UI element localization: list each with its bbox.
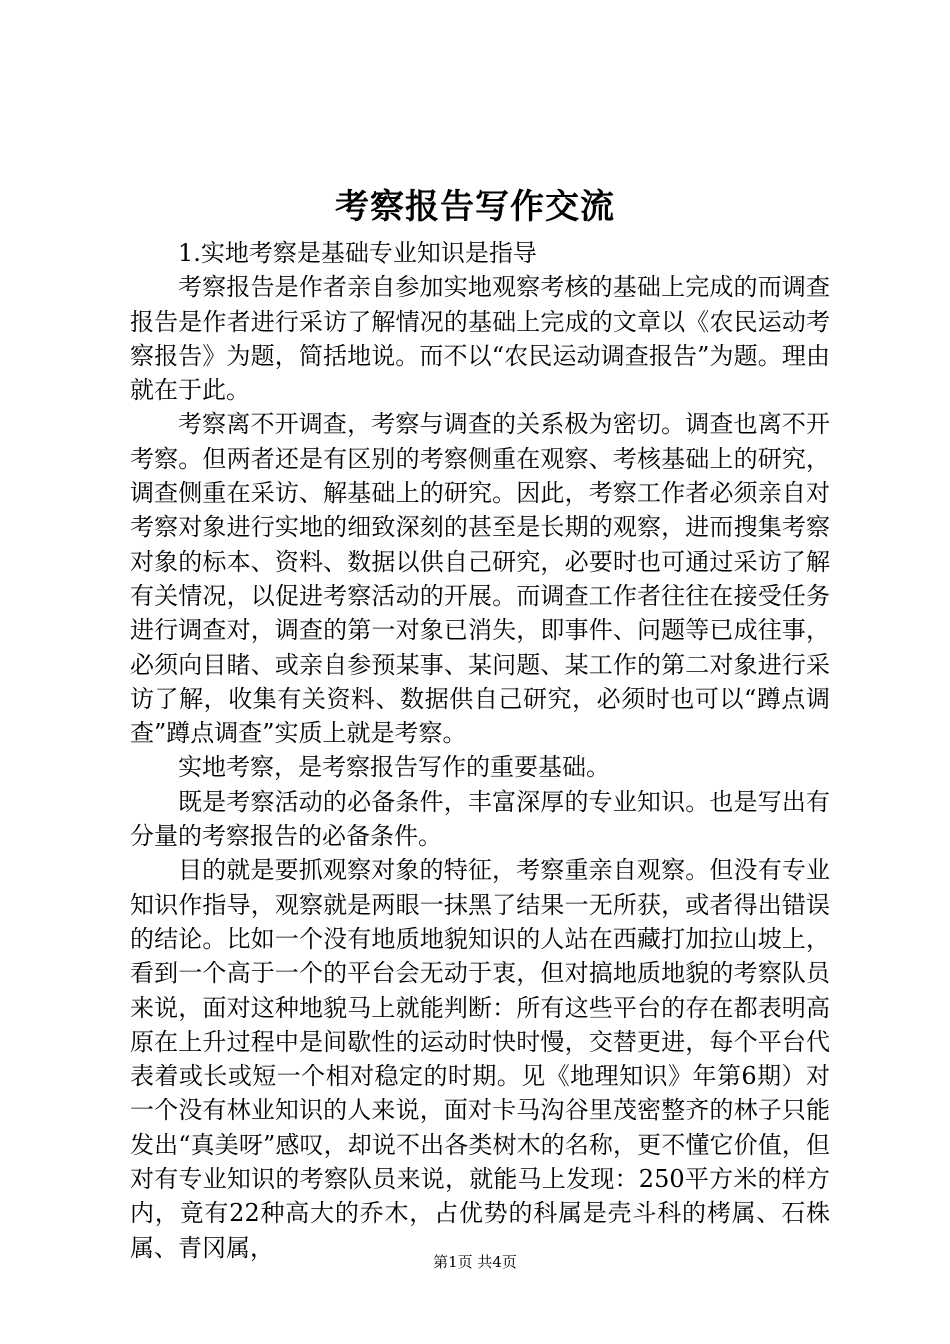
paragraph: 既是考察活动的必备条件，丰富深厚的专业知识。也是写出有分量的考察报告的必备条件。 (130, 787, 830, 851)
paragraph: 实地考察，是考察报告写作的重要基础。 (178, 753, 610, 782)
paragraph: 目的就是要抓观察对象的特征，考察重亲自观察。但没有专业知识作指导，观察就是两眼一抹黑了结果一无所获，或者得出错误的结论。比如一个没有地质地貌知识的人站在西藏打加拉山坡上，看到一个高于一个的平台会无动于衷，但对搞地质地貌的考察队员来说，面对这种地貌马上就能判断：所有这些平台的存在都表明高原在上升过程中是间歇性的运动时快时慢，交替更进，每个平台代表着或长或短一个相对稳定的时期。见《地理知识》年第6期）对一个没有林业知识的人来说，面对卡马沟谷里茂密整齐的林子只能发出“真美呀”感叹，却说不出各类树木的名称，更不懂它价值，但对有专业知识的考察队员来说，就能马上发现：250平方米的样方内，竟有22种高大的乔木，占优势的科属是壳斗科的栲属、石株属、青冈属， (130, 856, 830, 1262)
document-title: 考察报告写作交流 (335, 187, 615, 227)
page-footer: 第1页 共4页 (433, 1253, 517, 1271)
paragraph: 考察离不开调查，考察与调查的关系极为密切。调查也离不开考察。但两者还是有区别的考察侧重在观察、考核基础上的研究，调查侧重在采访、解基础上的研究。因此，考察工作者必须亲自对考察对象进行实地的细致深刻的甚至是长期的观察，进而搜集考察对象的标本、资料、数据以供自己研究，必要时也可通过采访了解有关情况，以促进考察活动的开展。而调查工作者往往在接受任务进行调查对，调查的第一对象已消失，即事件、问题等已成往事，必须向目睹、或亲自参预某事、某问题、某工作的第二对象进行采访了解，收集有关资料、数据供自己研究，必须时也可以“蹲点调查”蹲点调查”实质上就是考察。 (130, 410, 830, 748)
document-body (130, 236, 830, 1265)
paragraph: 考察报告是作者亲自参加实地观察考核的基础上完成的而调查报告是作者进行采访了解情况的基础上完成的文章以《农民运动考察报告》为题，简括地说。而不以“农民运动调查报告”为题。理由就在于此。 (130, 273, 830, 405)
paragraph-heading: 1.实地考察是基础专业知识是指导 (178, 239, 537, 267)
